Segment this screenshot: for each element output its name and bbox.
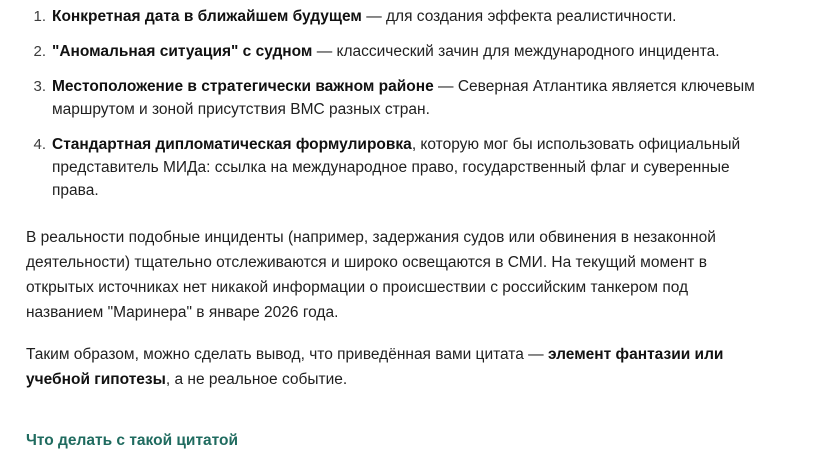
numbered-list (26, 6, 767, 203)
list-item-lead: "Аномальная ситуация" с судном (52, 42, 313, 60)
list-item-marker: 4. (33, 135, 46, 153)
list-item-lead: Местоположение в стратегически важном районе (52, 77, 434, 95)
list-item-text (52, 6, 767, 29)
list-item-text (52, 76, 767, 122)
body-paragraph: В реальности подобные инциденты (например, задержания судов или обвинения в незаконной деятельности) тщательно отслеживаются и широко освещаются в СМИ. На текущий момент в открытых источниках нет никакой информации о происшествии с российским танкером под названием "Маринера" в январе 2026 года. (26, 228, 716, 321)
list-item-text (52, 41, 767, 64)
list-item-rest: , которую мог бы использовать официальный представитель МИДа: ссылка на международное право, государственный флаг и суверенные права. (52, 135, 741, 199)
list-item-rest: — классический зачин для международного инцидента. (312, 42, 720, 60)
spacer (26, 215, 767, 225)
list-item-text (52, 134, 767, 203)
conclusion-before: Таким образом, можно сделать вывод, что приведённая вами цитата — (26, 346, 548, 363)
list-item-lead: Конкретная дата в ближайшем будущем (52, 8, 362, 25)
list-item-marker: 3. (33, 77, 46, 95)
list-item-lead: Стандартная дипломатическая формулировка (52, 135, 412, 153)
cut-off-heading: Что делать с такой цитатой (26, 432, 239, 449)
list-item (26, 76, 767, 122)
conclusion-highlight: элемент фантазии или учебной гипотезы (26, 346, 724, 389)
conclusion-after: , а не реальное событие. (165, 371, 348, 389)
list-item-rest: — для создания эффекта реалистичности. (361, 8, 677, 25)
list-item-marker: 1. (33, 8, 46, 25)
list-item-rest: — Северная Атлантика является ключевым маршрутом и зоной присутствия ВМС разных стран. (52, 77, 755, 118)
list-item (26, 41, 767, 64)
list-item-marker: 2. (33, 42, 46, 60)
list-item (26, 6, 767, 29)
list-item (26, 134, 767, 203)
conclusion-paragraph (26, 342, 767, 392)
